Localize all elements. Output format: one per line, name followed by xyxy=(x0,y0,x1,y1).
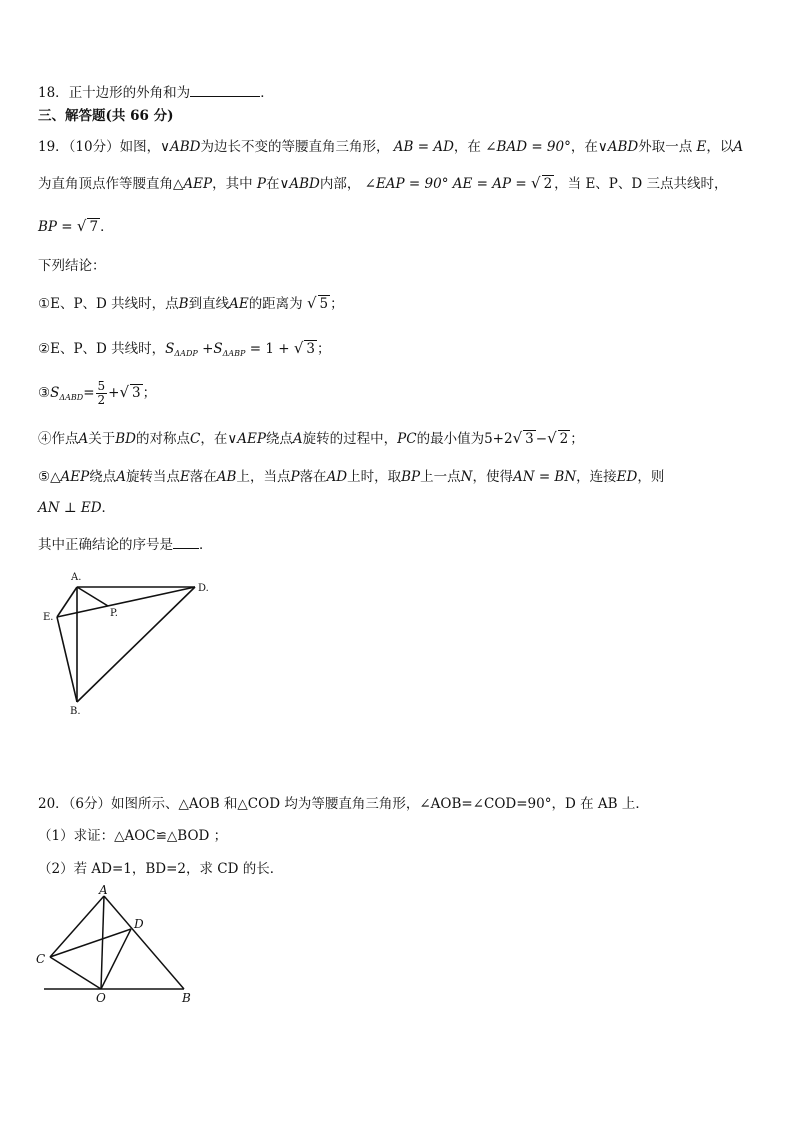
q19-angle-eap: ∠EAP = 90° xyxy=(364,176,449,192)
frac-den: 2 xyxy=(97,393,106,407)
plus-sign: + xyxy=(202,341,214,357)
q19-s: S xyxy=(213,341,223,357)
q18-text: 正十边形的外角和为 xyxy=(68,85,191,101)
q19-s: S xyxy=(50,385,60,401)
sqrt-sign: √ xyxy=(293,339,304,357)
q20-part1: （1）求证：△AOC≌△BOD ； xyxy=(38,828,228,844)
q19-text: 落在 xyxy=(299,469,327,485)
q20-part2: （2）若 AD=1，BD=2，求 CD 的长． xyxy=(38,861,284,877)
section-title: 三、解答题(共 66 分) xyxy=(38,108,174,124)
q19-point-a: A xyxy=(116,469,126,485)
sqrt-sign: √ xyxy=(119,383,130,401)
q19-triangle-abd: ∨ABD xyxy=(597,139,639,155)
q19-text: ②E、P、D 共线时， xyxy=(38,341,166,357)
q19-ab-eq-ad: AB = AD xyxy=(393,139,454,155)
q19-text: 的距离为 xyxy=(248,296,303,312)
q19-semi: ； xyxy=(142,385,157,401)
q19-pc: PC xyxy=(397,431,417,447)
q19-sqrt7: 7 xyxy=(89,219,99,235)
q19-conclusion-5-cont xyxy=(38,498,115,518)
q19-an-perp-ed: AN ⊥ ED xyxy=(38,500,102,516)
q19-conclusion-2 xyxy=(38,338,331,364)
q19-point-p: P xyxy=(290,469,300,485)
q19-conclusions-label: 下列结论： xyxy=(38,258,106,274)
q19-text: 其中正确结论的序号是 xyxy=(38,537,173,553)
q19-conclusion-5 xyxy=(38,467,664,487)
q19-text: 外取一点 xyxy=(638,139,693,155)
q19-text: 上时，取 xyxy=(347,469,402,485)
plus-sign: + xyxy=(108,385,120,401)
q19-s: S xyxy=(165,341,175,357)
seg-ao xyxy=(101,896,104,989)
label-e: E. xyxy=(43,612,54,623)
q19-aep: AEP xyxy=(183,176,213,192)
label-d: D xyxy=(134,917,144,931)
seg-ap xyxy=(77,587,108,606)
label-a: A. xyxy=(71,572,82,583)
q19-text: 关于 xyxy=(88,431,116,447)
q19-period: ． xyxy=(101,500,116,516)
sqrt-sign: √ xyxy=(547,429,557,447)
q19-text: 到直线 xyxy=(188,296,230,312)
q19-ad: AD xyxy=(326,469,348,485)
q19-sqrt3: 3 xyxy=(525,431,534,447)
label-b: B xyxy=(182,991,191,1005)
q19-semi: ； xyxy=(330,296,344,312)
q20-line1: 20．（6分）如图所示、△AOB 和△COD 均为等腰直角三角形，∠AOB=∠COD=90°，D 在 AB 上． xyxy=(38,796,649,812)
q19-angle-bad: ∠BAD = 90° xyxy=(485,139,571,155)
q19-c4-val: 5+2 xyxy=(484,431,513,447)
q19-point-c: C xyxy=(190,431,201,447)
q19-fraction xyxy=(96,380,108,407)
q19-point-b: B xyxy=(178,296,189,312)
q19-tri-aep: ∨AEP xyxy=(227,431,266,447)
q19-text: 的对称点 xyxy=(136,431,190,447)
q19-bp-eq: BP = xyxy=(38,219,73,235)
seg-eb xyxy=(57,617,77,702)
q19-semi: ； xyxy=(317,341,331,357)
q19-text: 落在 xyxy=(189,469,217,485)
q19-ae-eq-ap: AE = AP = xyxy=(452,176,527,192)
q19-text: 绕点 xyxy=(89,469,117,485)
q19-semi: ； xyxy=(570,431,584,447)
q19-text: ． xyxy=(199,537,213,553)
q19-figure xyxy=(40,568,230,718)
q19-sub-abp: ΔABP xyxy=(222,349,246,358)
q19-text: ，连接 xyxy=(576,469,617,485)
q19-bp: BP xyxy=(401,469,421,485)
q19-point-e: E xyxy=(696,139,707,155)
q19-text: ，使得 xyxy=(472,469,513,485)
q19-aep: AEP xyxy=(60,469,90,485)
q18-number: 18． xyxy=(38,85,69,101)
q19-period: ． xyxy=(100,219,114,235)
q19-sqrt5: 5 xyxy=(319,296,329,312)
sqrt-sign: √ xyxy=(76,217,87,235)
q19-ask xyxy=(38,534,213,555)
q19-point-e: E xyxy=(179,469,190,485)
equals-sign: = xyxy=(83,385,95,401)
q19-triangle-abd: ∨ABD xyxy=(279,176,320,192)
q19-line2 xyxy=(38,173,728,194)
label-b: B. xyxy=(70,706,81,717)
q19-point-a: A xyxy=(78,431,89,447)
q19-text: ，其中 xyxy=(212,176,253,192)
minus-sign: − xyxy=(535,431,548,447)
q19-point-a: A xyxy=(292,431,303,447)
sqrt-sign: √ xyxy=(306,294,317,312)
seg-bd xyxy=(77,587,195,702)
q19-text: ⑤△ xyxy=(38,469,61,485)
q19-ed: ED xyxy=(616,469,638,485)
q19-sqrt2: 2 xyxy=(543,176,553,192)
q19-text: ，在 xyxy=(453,139,481,155)
q19-text: 为直角顶点作等腰直角△ xyxy=(38,176,184,192)
q19-text: 内部， xyxy=(319,176,361,192)
q20-figure xyxy=(32,884,202,1006)
q19-sub-adp: ΔADP xyxy=(174,349,198,358)
q19-conclusion-4 xyxy=(38,428,584,449)
q19-text: 旋转当点 xyxy=(125,469,180,485)
q19-c2-rhs: = 1 + xyxy=(249,341,290,357)
label-o: O xyxy=(96,991,106,1005)
q19-conclusion-1 xyxy=(38,293,344,314)
label-a: A xyxy=(99,884,108,897)
q19-text: 的最小值为 xyxy=(416,431,485,447)
q19-text: 上，当点 xyxy=(236,469,291,485)
q19-line3 xyxy=(38,216,114,237)
q18-line xyxy=(38,82,274,103)
q19-triangle-abd: ∨ABD xyxy=(160,139,201,155)
label-c: C xyxy=(36,952,46,966)
q19-sqrt3: 3 xyxy=(132,385,141,401)
q19-sqrt2: 2 xyxy=(559,431,569,447)
seg-co xyxy=(50,957,101,989)
frac-num: 5 xyxy=(97,379,106,393)
q19-text: ，在 xyxy=(200,431,228,447)
q19-ae: AE xyxy=(229,296,249,312)
q19-text: ④作点 xyxy=(38,431,79,447)
q19-line1 xyxy=(38,137,743,157)
q19-point-p: P xyxy=(256,176,266,192)
q19-n: N xyxy=(460,469,473,485)
q19-header: 19．（10分）如图， xyxy=(38,139,161,155)
q19-an-eq-bn: AN = BN xyxy=(512,469,577,485)
q18-period: ． xyxy=(260,85,274,101)
q19-text: ，在 xyxy=(570,139,598,155)
q19-answer-blank[interactable] xyxy=(173,534,199,549)
q19-sqrt3: 3 xyxy=(306,341,315,357)
sqrt-sign: √ xyxy=(531,174,541,192)
q19-text: 为边长不变的等腰直角三角形， xyxy=(200,139,390,155)
q19-ab: AB xyxy=(216,469,237,485)
label-p: P. xyxy=(110,608,118,619)
q19-sub-abd: ΔABD xyxy=(59,393,84,402)
q19-text: 上一点 xyxy=(420,469,461,485)
q19-text: 在 xyxy=(265,176,280,192)
q19-point-a: A xyxy=(733,139,744,155)
q19-text: ③ xyxy=(38,385,51,401)
q19-text: ，则 xyxy=(637,469,665,485)
q19-text: ①E、P、D 共线时，点 xyxy=(38,296,179,312)
q19-text: 绕点 xyxy=(265,431,293,447)
label-d: D. xyxy=(198,583,209,594)
q19-text: 旋转的过程中， xyxy=(302,431,398,447)
q18-answer-blank[interactable] xyxy=(190,82,260,97)
sqrt-sign: √ xyxy=(512,429,523,447)
q19-bd: BD xyxy=(115,431,136,447)
seg-ab xyxy=(104,896,184,989)
q19-text: ，当 E、P、D 三点共线时， xyxy=(554,176,728,192)
q19-conclusion-3 xyxy=(38,380,156,408)
q19-text: ，以 xyxy=(706,139,734,155)
